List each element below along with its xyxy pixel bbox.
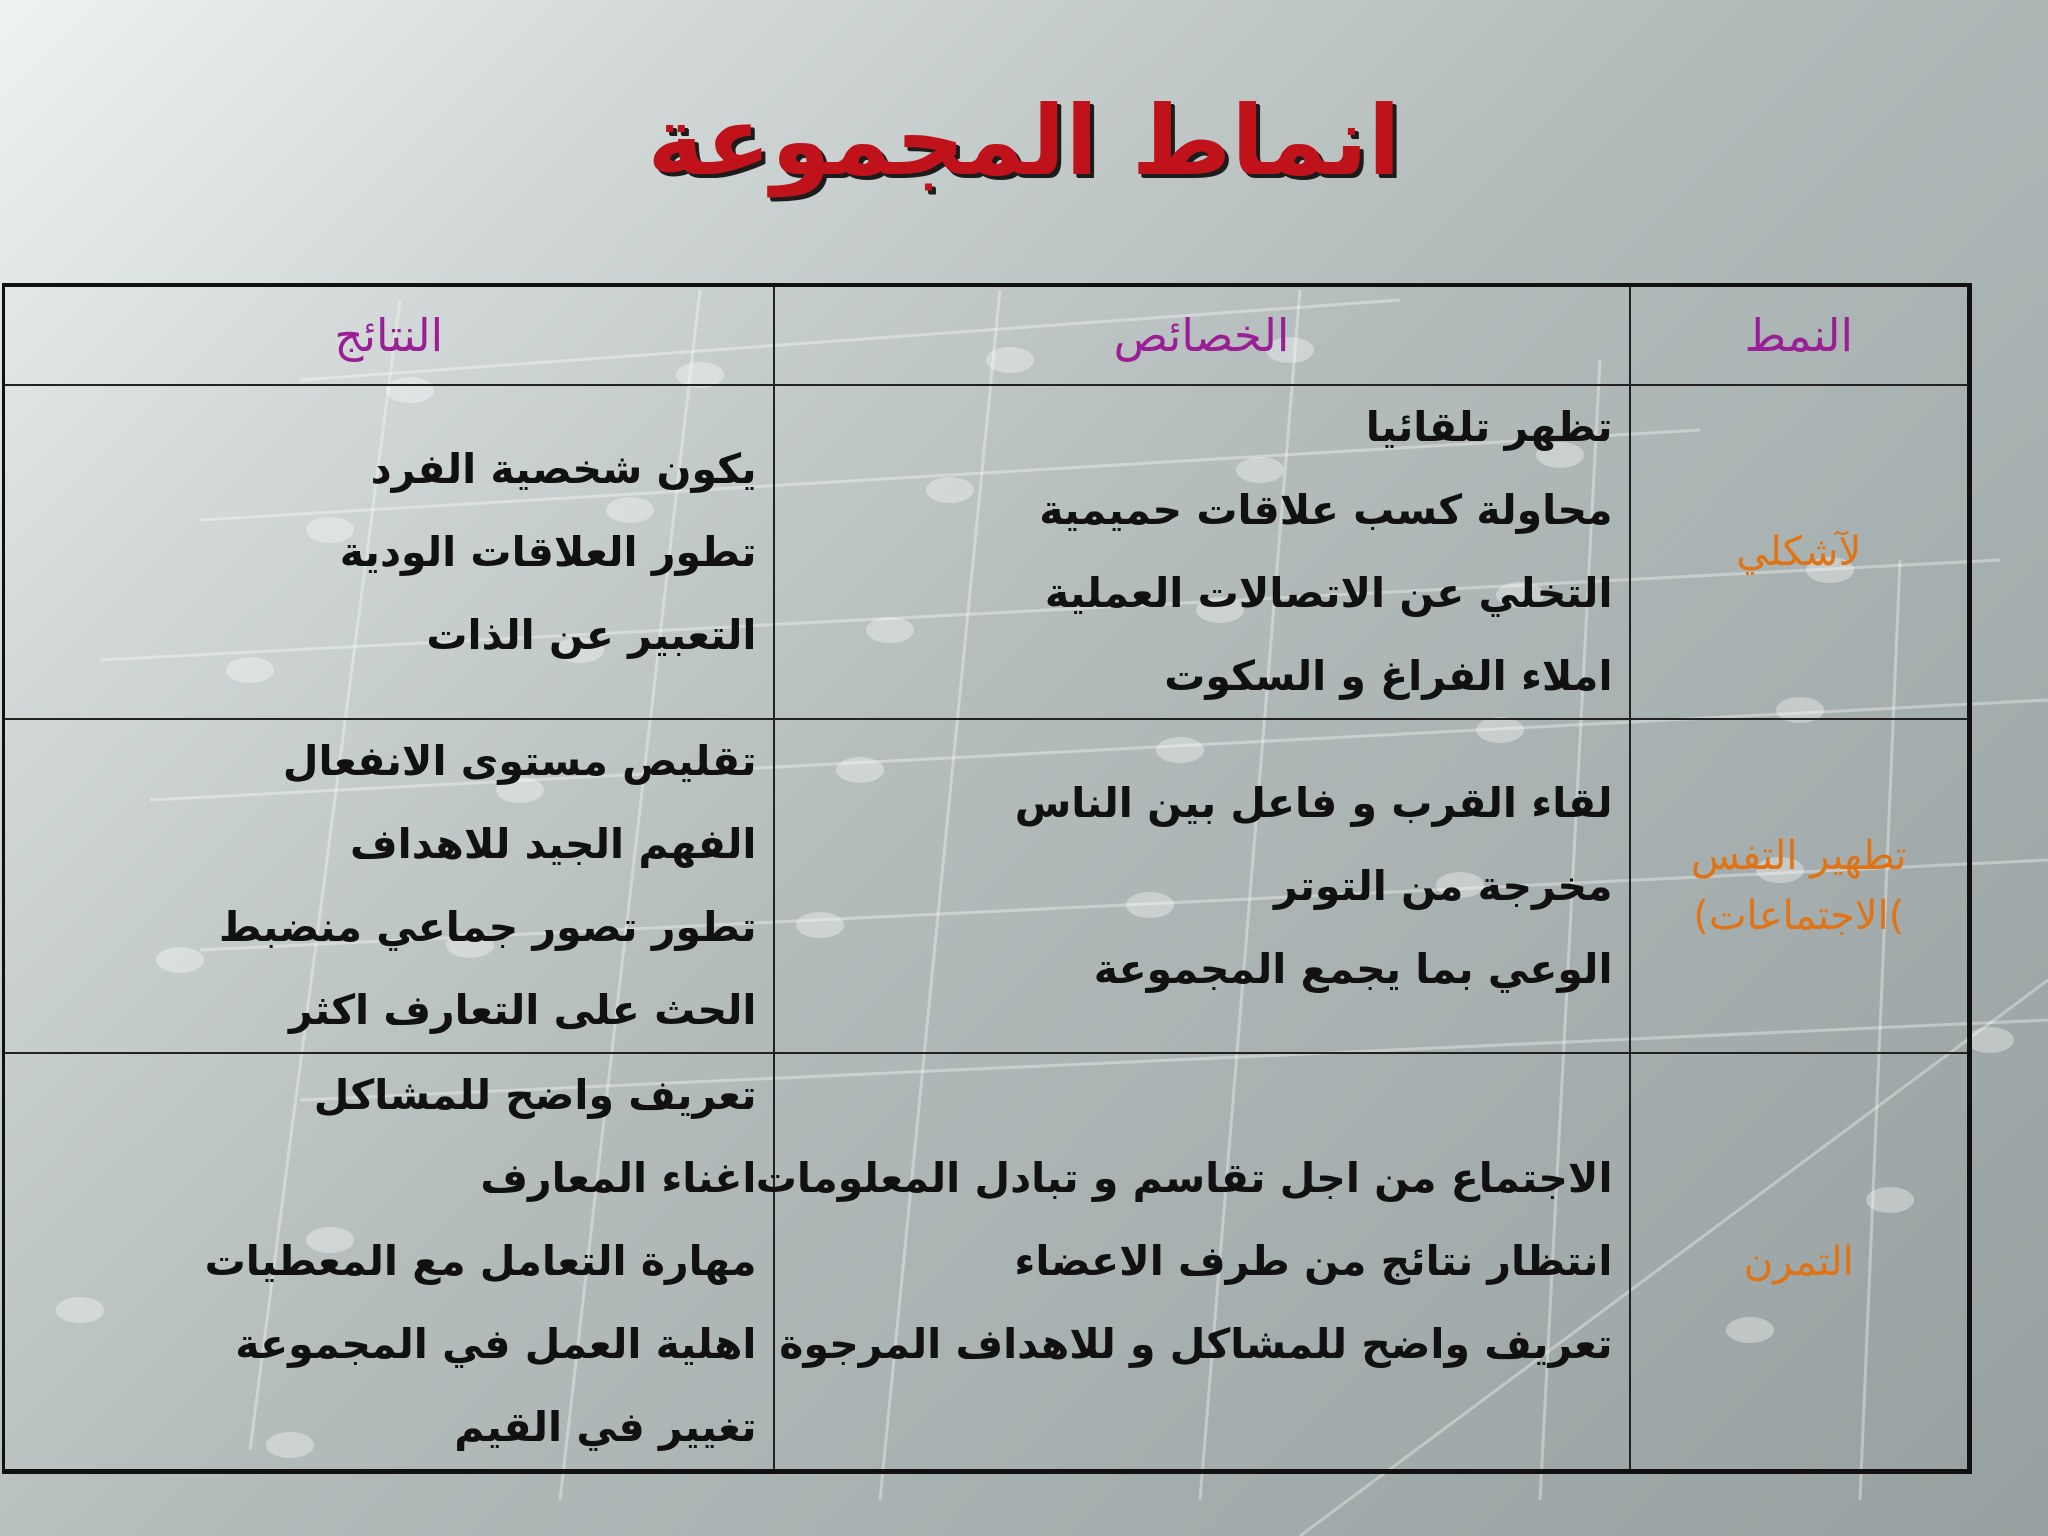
result-item: تطور تصور جماعي منضبط <box>218 903 757 951</box>
result-item: تعريف واضح للمشاكل <box>313 1071 757 1119</box>
feature-item: محاولة كسب علاقات حميمية <box>1039 486 1613 534</box>
feature-item: تظهر تلقائيا <box>1365 403 1613 451</box>
result-item: تطور العلاقات الودية <box>339 527 757 576</box>
group-patterns-table <box>2 283 1972 1474</box>
result-item: تغيير في القيم <box>454 1403 757 1451</box>
feature-item: مخرجة من التوتر <box>1274 861 1613 910</box>
result-item: يكون شخصية الفرد <box>370 444 757 493</box>
result-item: اهلية العمل في المجموعة <box>235 1320 757 1368</box>
features-cell <box>774 385 1630 719</box>
type-cell <box>1630 1053 1970 1472</box>
page-title: انماط المجموعة <box>647 85 1401 197</box>
feature-item: تعريف واضح للمشاكل و للاهداف المرجوة <box>779 1320 1613 1368</box>
table-header-row <box>4 285 1970 385</box>
result-item: تقليص مستوى الانفعال <box>282 737 757 785</box>
features-cell <box>755 1053 1630 1472</box>
result-item: الفهم الجيد للاهداف <box>350 820 757 868</box>
results-cell <box>4 1053 774 1472</box>
feature-item: انتظار نتائج من طرف الاعضاء <box>1014 1237 1613 1285</box>
type-cell <box>1630 385 1970 719</box>
type-cell <box>1630 719 1970 1053</box>
table-row <box>4 385 1970 719</box>
header-type: النمط <box>1630 285 1970 385</box>
table-row <box>4 719 1970 1053</box>
type-label: )الاجتماعات) <box>1693 893 1905 939</box>
feature-item: التخلي عن الاتصالات العملية <box>1044 569 1613 617</box>
results-cell <box>4 719 774 1053</box>
result-item: اغناء المعارف <box>480 1154 757 1202</box>
header-results: النتائج <box>4 285 774 385</box>
feature-item: املاء الفراغ و السكوت <box>1164 652 1613 700</box>
feature-item: الوعي بما يجمع المجموعة <box>1093 944 1613 993</box>
table-row <box>4 1053 1970 1472</box>
type-label: لآشكلي <box>1736 529 1862 575</box>
feature-item: الاجتماع من اجل تقاسم و تبادل المعلومات <box>755 1154 1613 1202</box>
feature-item: لقاء القرب و فاعل بين الناس <box>1014 778 1613 827</box>
type-label: التمرن <box>1743 1238 1854 1285</box>
result-item: التعبير عن الذات <box>426 610 757 659</box>
result-item: الحث على التعارف اكثر <box>288 986 757 1034</box>
result-item: مهارة التعامل مع المعطيات <box>204 1237 757 1285</box>
results-cell <box>4 385 774 719</box>
features-cell <box>774 719 1630 1053</box>
type-label: تطهير التفس <box>1690 833 1907 879</box>
header-features: الخصائص <box>774 285 1630 385</box>
